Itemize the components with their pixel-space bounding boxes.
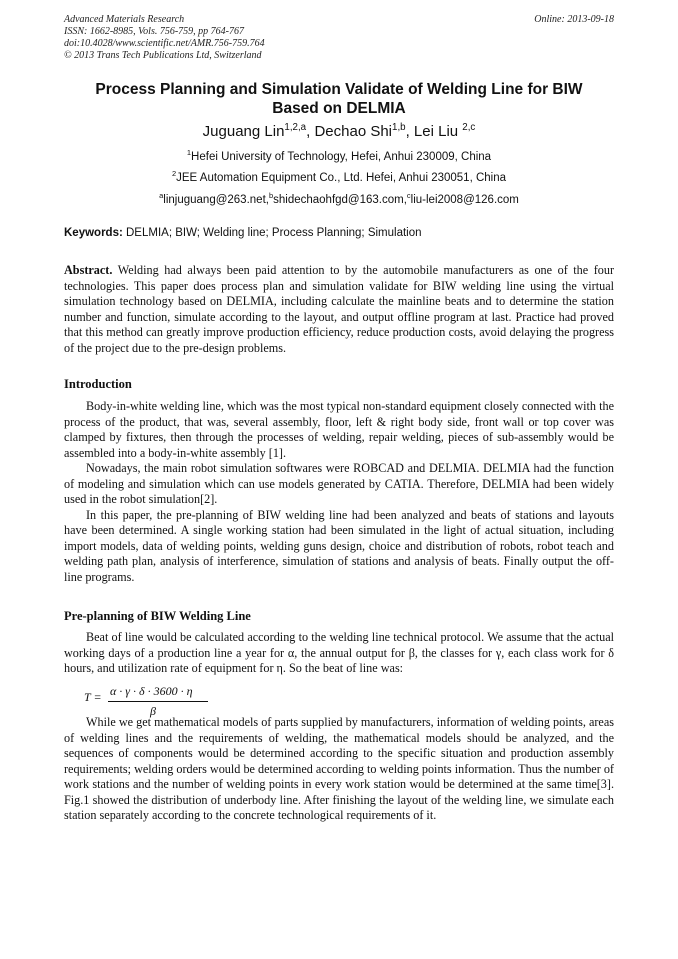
keywords-label: Keywords: <box>64 227 123 239</box>
author-list: Juguang Lin$^{1,2,a}$, Dechao Shi$^{1,b}$, Lei Liu $^{2,c}$ <box>202 122 476 140</box>
title-line-1: Process Planning and Simulation Validate of Welding Line for BIW <box>95 81 583 98</box>
formula-numerator: α · γ · δ · 3600 · η <box>110 684 193 698</box>
abstract-label: Abstract. <box>64 263 113 277</box>
preplanning-para-1 <box>64 630 614 677</box>
keywords-text: DELMIA; BIW; Welding line; Process Planning; Simulation <box>126 227 422 239</box>
email-line <box>64 193 614 207</box>
formula-lhs: T = <box>84 690 102 704</box>
author-sup: 1,b <box>392 122 406 133</box>
fraction-bar <box>108 701 208 702</box>
affiliation-sup: 2 <box>171 169 177 179</box>
abstract <box>64 263 614 356</box>
affiliation-2 <box>64 171 614 185</box>
affiliation-sup: 1 <box>186 148 192 158</box>
affiliation-text: Hefei University of Technology, Hefei, Anhui 230009, China <box>191 151 492 163</box>
formula-denominator: β <box>150 704 156 718</box>
affiliation-text: JEE Automation Equipment Co., Ltd. Hefei, Anhui 230051, China <box>176 172 507 184</box>
paragraph: In this paper, the pre-planning of BIW welding line had been analyzed and beats of stations and layouts have been determined. A single working station had been simulated in the light of actual situation, including import models, data of welding points, welding guns design, choice and distribution of robots, robot teach and welding path plan, analysis of interference, simulation of stations and analysis of beats. Finally output the off-line programs. <box>64 507 614 584</box>
abstract-text: Welding had always been paid attention to by the automobile manufacturers as one of the four technologies. This paper does process plan and simulation validate for BIW welding line using the virtual simulation technology based on DELMIA, including calculate the mainline beats and to determine the station number and function, simulate according to the layout, and output offline program at last. Practice had proved that this method can greatly improve production efficiency, reduce production costs, avoid delaying the progress of the project due to the pre-design problems. <box>64 263 615 355</box>
email-sup: b <box>268 191 274 201</box>
introduction-body <box>64 399 614 585</box>
email-link[interactable]: linjuguang@263.net, <box>163 194 269 206</box>
journal-name: Advanced Materials Research <box>64 14 185 25</box>
preplanning-para-2 <box>64 715 614 824</box>
affiliation-1 <box>64 150 614 164</box>
paper-title <box>64 80 614 118</box>
issn-line: ISSN: 1662-8985, Vols. 756-759, pp 764-767 <box>64 26 244 37</box>
copyright-line: © 2013 Trans Tech Publications Ltd, Switzerland <box>64 50 262 61</box>
email-sup: a <box>159 191 164 201</box>
author-name: Juguang Lin <box>202 123 285 140</box>
author-sup: 2,c <box>462 122 476 133</box>
introduction-heading: Introduction <box>64 377 132 391</box>
email-sup: c <box>406 191 411 201</box>
email-link[interactable]: liu-lei2008@126.com <box>410 194 519 206</box>
doi-line: doi:10.4028/www.scientific.net/AMR.756-759.764 <box>64 38 265 49</box>
keywords <box>64 226 614 241</box>
paragraph: Nowadays, the main robot simulation softwares were ROBCAD and DELMIA. DELMIA had the function of modeling and simulation which can use models generated by CATIA. Therefore, DELMIA had been widely used in the robot simulation[2]. <box>64 461 614 506</box>
paragraph: Beat of line would be calculated according to the welding line technical protocol. We assume that the actual working days of a production line a year for α, the annual output for β, the classes for γ, each class work for δ hours, and utilization rate of equipment for η. So the beat of line was: <box>64 630 614 675</box>
preplanning-heading: Pre-planning of BIW Welding Line <box>64 609 251 623</box>
author-name: Lei Liu <box>413 123 459 140</box>
journal-header <box>64 14 265 62</box>
online-date: Online: 2013-09-18 <box>534 14 614 25</box>
paragraph: While we get mathematical models of parts supplied by manufacturers, information of welding points, areas of welding lines and the requirements of welding, the mathematical models should be analyzed, and the sequences of components would be determined according to the specific situation and production assembly requirements; welding orders would be determined according to welding points information. Thus the number of work stations and the number of welding points in every work station would be determined at the same time[3]. Fig.1 showed the distribution of underbody line. After finishing the layout of the welding line, we simulate each station separately according to the concrete technological requirements of it. <box>64 715 614 822</box>
email-link[interactable]: shidechaohfgd@163.com, <box>273 194 407 206</box>
paragraph: Body-in-white welding line, which was the most typical non-standard equipment closely connected with the process of the product, that was, several assembly, floor, left & right body side, front wall or top cover was clamped by fixtures, then through the processes of welding, repair welding, pieces of sub-assembly would be assembled into a body-in-white assembly [1]. <box>64 399 614 460</box>
author-name: Dechao Shi <box>314 123 393 140</box>
title-line-2: Based on DELMIA <box>272 100 406 117</box>
author-sup: 1,2,a <box>284 122 307 133</box>
